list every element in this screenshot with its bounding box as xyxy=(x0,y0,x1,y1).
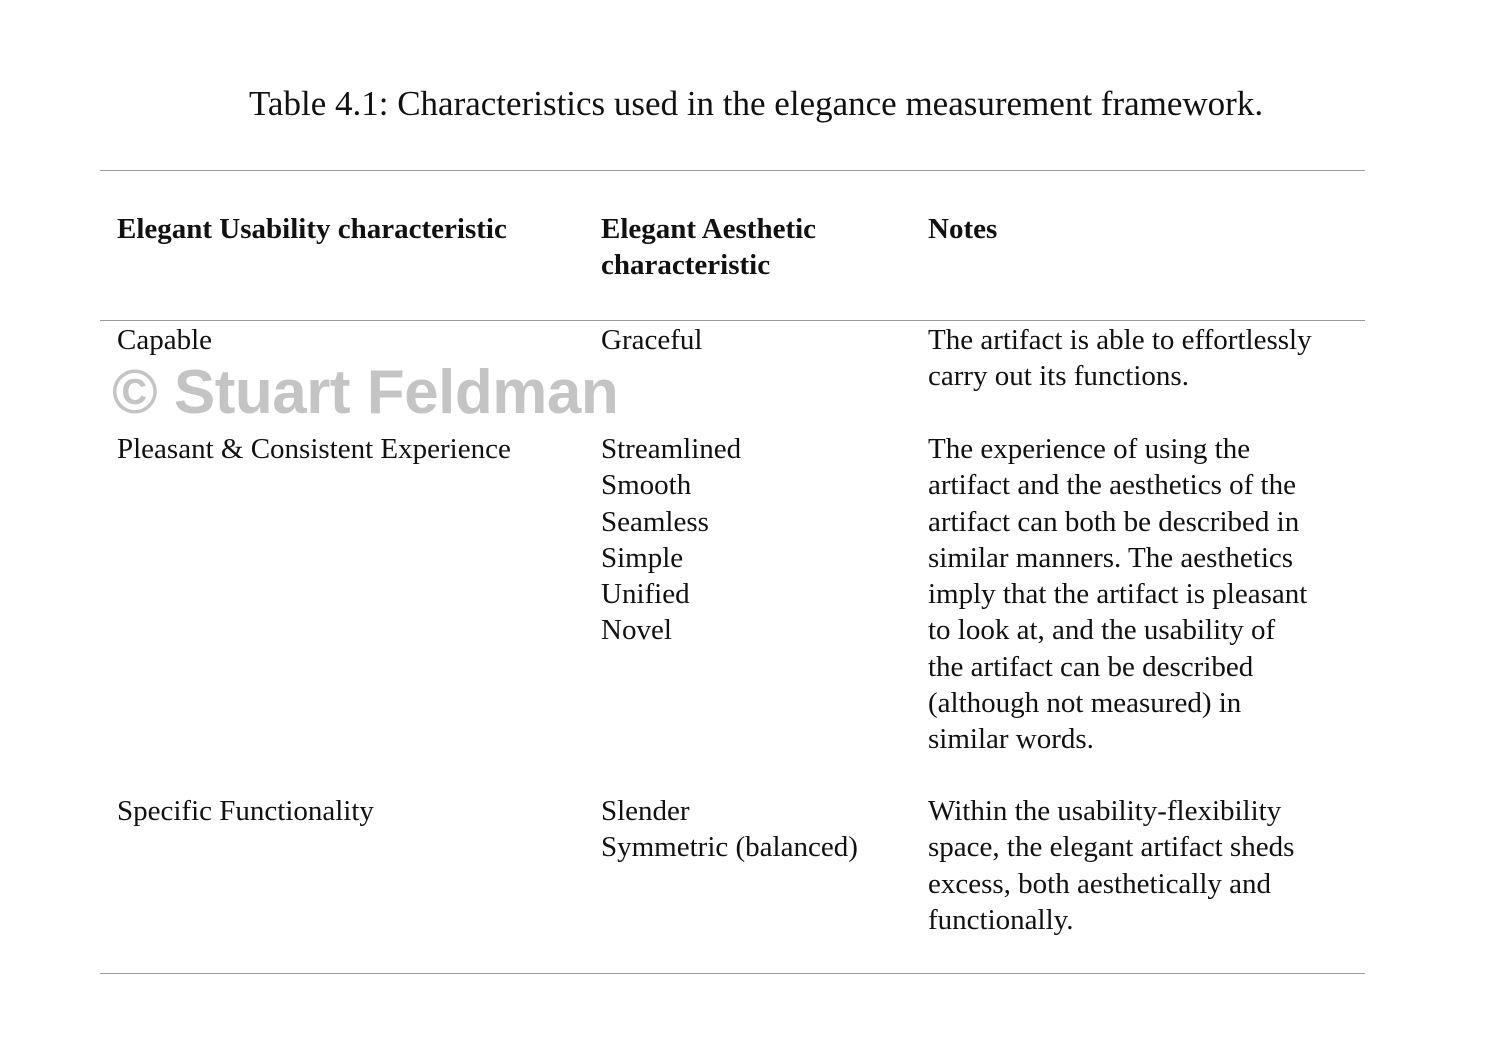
notes-line: Within the usability-flexibility xyxy=(928,795,1282,827)
row1-aesthetic xyxy=(601,322,702,358)
notes-line: imply that the artifact is pleasant xyxy=(928,578,1308,611)
header-aesthetic xyxy=(601,211,816,284)
aesthetic-item: Unified xyxy=(601,578,690,611)
header-aesthetic-line: Elegant Aesthetic xyxy=(601,213,817,245)
notes-line: excess, both aesthetically and xyxy=(928,867,1272,900)
aesthetic-item: Novel xyxy=(601,614,672,647)
aesthetic-item: Slender xyxy=(601,795,690,827)
notes-line: (although not measured) in xyxy=(928,687,1242,720)
notes-line: artifact can both be described in xyxy=(928,505,1300,538)
aesthetic-item: Smooth xyxy=(601,469,692,502)
row3-usability: Specific Functionality xyxy=(117,795,374,827)
table-bottom-rule xyxy=(100,973,1365,974)
row1-notes xyxy=(928,322,1358,395)
notes-line: similar manners. The aesthetics xyxy=(928,541,1294,574)
aesthetic-item: Streamlined xyxy=(601,433,742,465)
notes-line: carry out its functions. xyxy=(928,360,1189,393)
header-usability: Elegant Usability characteristic xyxy=(117,213,507,245)
row2-usability: Pleasant & Consistent Experience xyxy=(117,433,511,465)
notes-line: to look at, and the usability of xyxy=(928,614,1276,647)
header-notes: Notes xyxy=(928,213,998,245)
table-caption: Table 4.1: Characteristics used in the elegance measurement framework. xyxy=(249,84,1264,123)
aesthetic-item: Simple xyxy=(601,541,684,574)
row3-notes xyxy=(928,793,1358,938)
row2-aesthetic xyxy=(601,431,741,649)
row3-aesthetic xyxy=(601,793,858,866)
notes-line: the artifact can be described xyxy=(928,650,1254,683)
notes-line: similar words. xyxy=(928,723,1094,756)
header-separator-rule xyxy=(100,320,1365,321)
aesthetic-item: Symmetric (balanced) xyxy=(601,831,858,864)
notes-line: artifact and the aesthetics of the xyxy=(928,469,1296,502)
notes-line: The artifact is able to effortlessly xyxy=(928,324,1312,356)
notes-line: space, the elegant artifact sheds xyxy=(928,831,1295,864)
header-aesthetic-line: characteristic xyxy=(601,249,771,282)
aesthetic-item: Graceful xyxy=(601,324,703,356)
notes-line: functionally. xyxy=(928,903,1074,936)
aesthetic-item: Seamless xyxy=(601,505,709,538)
copyright-watermark: © Stuart Feldman xyxy=(112,358,619,427)
notes-line: The experience of using the xyxy=(928,433,1251,465)
row2-notes xyxy=(928,431,1358,758)
table-top-rule xyxy=(100,170,1365,171)
row1-usability: Capable xyxy=(117,324,213,356)
